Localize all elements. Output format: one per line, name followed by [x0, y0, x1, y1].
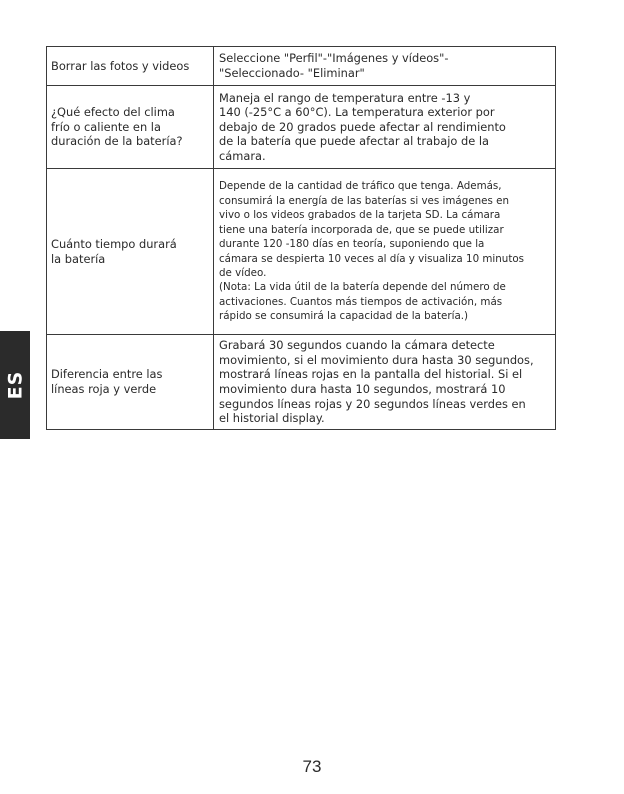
question-cell	[47, 169, 214, 335]
question-line: duración de la batería?	[51, 134, 183, 149]
question-line: Diferencia entre las	[51, 367, 163, 382]
page-number: 73	[302, 757, 322, 776]
answer-line: consumirá la energía de las baterías si ves imágenes en	[219, 194, 509, 207]
answer-line: movimiento dura hasta 10 segundos, mostrará 10	[219, 382, 506, 396]
answer-line: de vídeo.	[219, 266, 267, 279]
question-line: la batería	[51, 251, 106, 266]
answer-line: Grabará 30 segundos cuando la cámara detecte	[219, 338, 495, 353]
answer-line: "Seleccionado- "Eliminar"	[219, 66, 365, 80]
question-cell	[47, 86, 214, 169]
table-row	[47, 86, 556, 169]
answer-line: rápido se consumirá la capacidad de la batería.)	[219, 310, 469, 323]
answer-cell	[214, 86, 556, 169]
answer-line: movimiento, si el movimiento dura hasta 30 segundos,	[219, 352, 534, 367]
answer-line: cámara se despierta 10 veces al día y visualiza 10 minutos	[219, 252, 525, 265]
question-line: frío o caliente en la	[51, 119, 161, 134]
answer-line: el historial display.	[219, 411, 325, 426]
question-line: ¿Qué efecto del clima	[51, 105, 175, 120]
faq-table	[46, 46, 556, 430]
answer-line: activaciones. Cuantos más tiempos de activación, más	[219, 295, 503, 308]
answer-line: Seleccione "Perfil"-"Imágenes y vídeos"-	[219, 51, 449, 66]
answer-line: segundos líneas rojas y 20 segundos líneas verdes en	[219, 396, 526, 411]
question-text: Borrar las fotos y videos	[51, 58, 190, 73]
table-row	[47, 169, 556, 335]
answer-cell	[214, 335, 556, 430]
question-line: Cuánto tiempo durará	[51, 236, 177, 251]
answer-line: mostrará líneas rojas en la pantalla del historial. Si el	[219, 367, 523, 382]
answer-line: durante 120 -180 días en teoría, suponiendo que la	[219, 238, 485, 251]
answer-line: Maneja el rango de temperatura entre -13 y	[219, 90, 471, 105]
question-line: líneas roja y verde	[51, 382, 157, 396]
table-row	[47, 335, 556, 430]
answer-line: de la batería que puede afectar al trabajo de la	[219, 134, 490, 149]
table-row	[47, 47, 556, 86]
answer-line: vivo o los videos grabados de la tarjeta SD. La cámara	[219, 209, 501, 222]
answer-cell	[214, 47, 556, 86]
answer-line: Depende de la cantidad de tráfico que tenga. Además,	[219, 180, 502, 193]
answer-line: cámara.	[219, 148, 266, 163]
answer-line: debajo de 20 grados puede afectar al rendimiento	[219, 119, 506, 134]
answer-line: tiene una batería incorporada de, que se puede utilizar	[219, 223, 504, 236]
answer-cell	[214, 169, 556, 335]
language-tab-label: ES	[3, 370, 26, 400]
answer-line: (Nota: La vida útil de la batería depende del número de	[219, 281, 506, 294]
question-cell	[47, 335, 214, 430]
answer-line: 140 (-25°C a 60°C). La temperatura exterior por	[219, 105, 495, 120]
question-cell	[47, 47, 214, 86]
language-tab	[0, 331, 30, 439]
